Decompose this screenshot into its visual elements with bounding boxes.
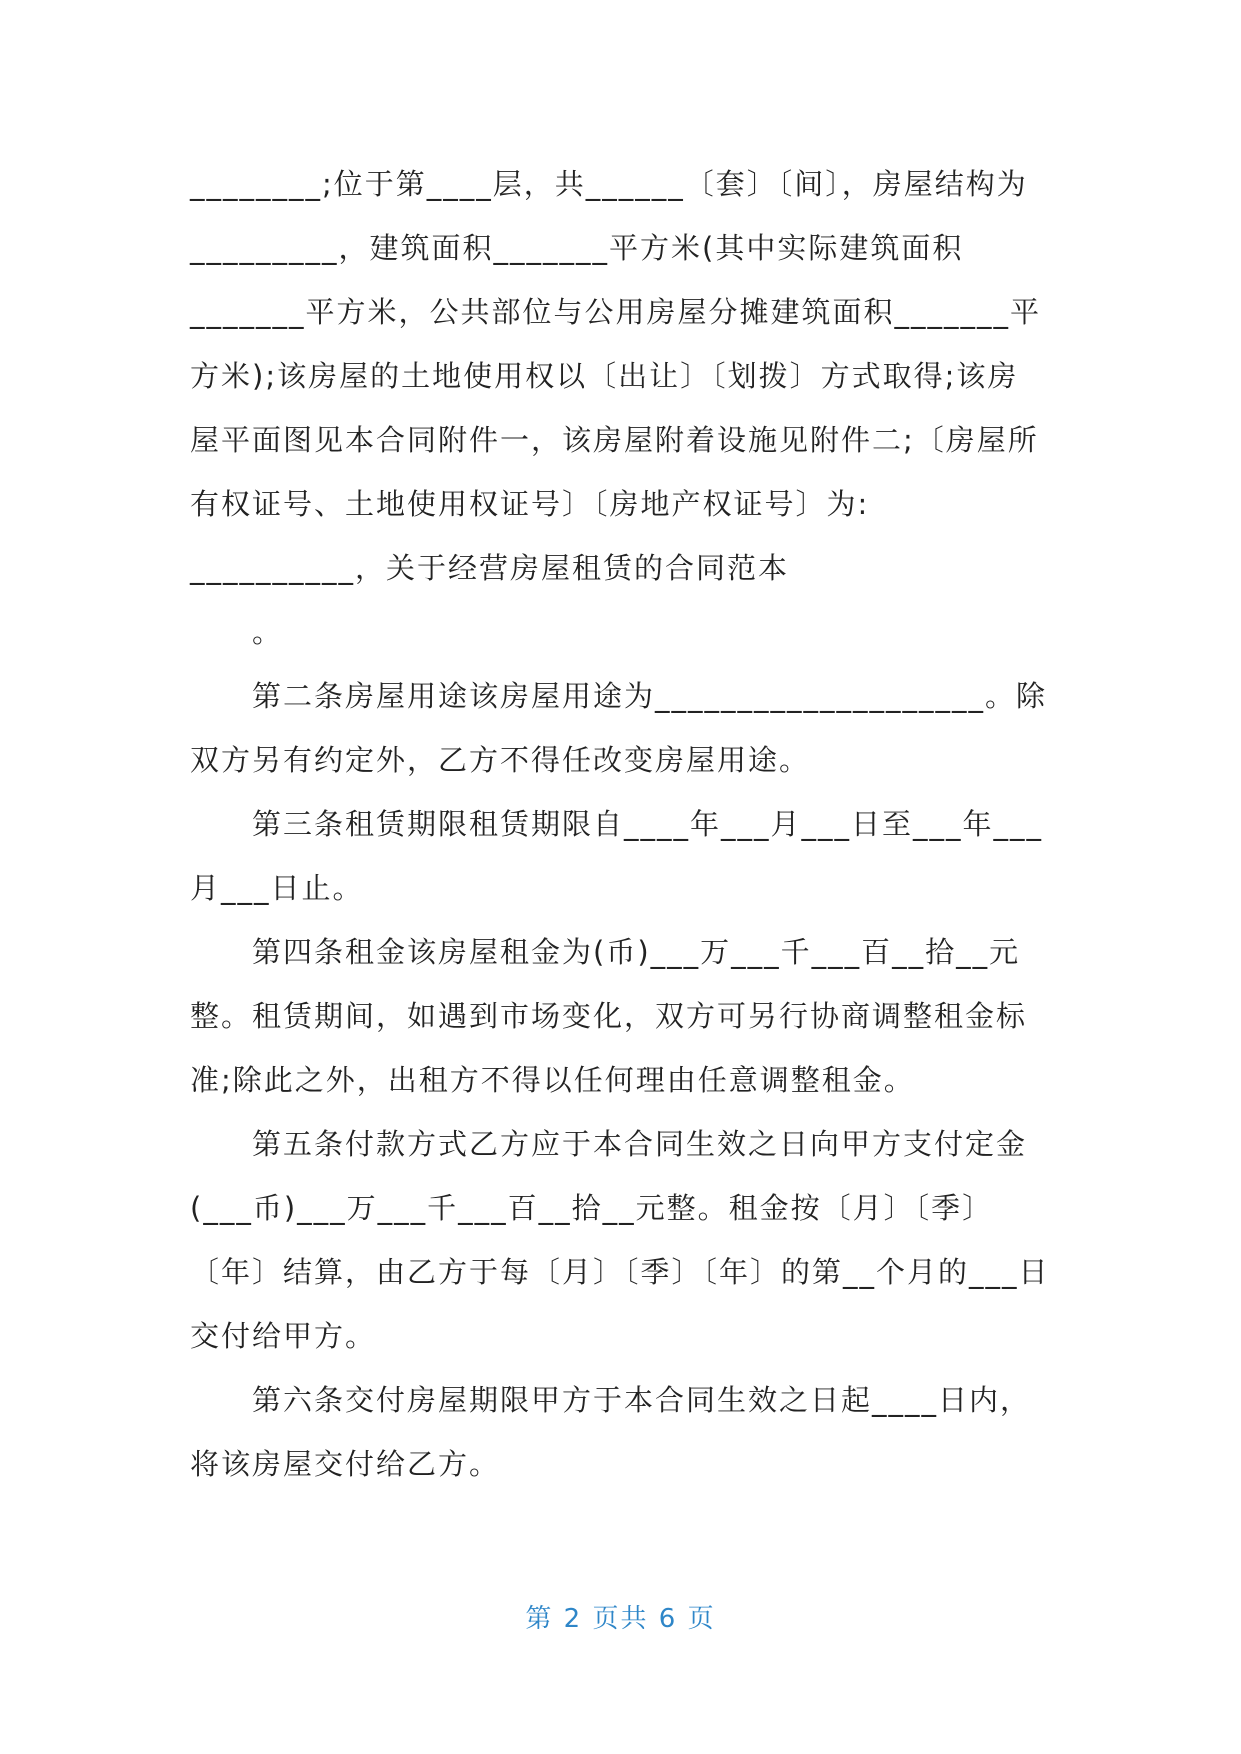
contract-body xyxy=(190,152,1070,1496)
text-line: 准;除此之外，出租方不得以任何理由任意调整租金。 xyxy=(190,1063,915,1097)
text-line: 整。租赁期间，如遇到市场变化，双方可另行协商调整租金标 xyxy=(190,999,1028,1033)
text-line: 屋平面图见本合同附件一，该房屋附着设施见附件二;〔房屋所 xyxy=(190,423,1039,457)
text-line: 。 xyxy=(252,615,284,649)
text-line: 〔年〕结算，由乙方于每〔月〕〔季〕〔年〕的第__个月的___日 xyxy=(190,1255,1050,1289)
clause-6-title: 第六条交付房屋期限甲方于本合同生效之日起____日内， xyxy=(252,1383,1032,1417)
text-line: 方米);该房屋的土地使用权以〔出让〕〔划拨〕方式取得;该房 xyxy=(190,359,1019,393)
clause-3-title: 第三条租赁期限租赁期限自____年___月___日至___年___ xyxy=(252,807,1044,841)
text-line: 月___日止。 xyxy=(190,871,364,905)
text-line: 有权证号、土地使用权证号〕〔房地产权证号〕为: xyxy=(190,487,870,521)
text-line: 双方另有约定外，乙方不得任改变房屋用途。 xyxy=(190,743,811,777)
text-line: ________;位于第____层，共______〔套〕〔间〕，房屋结构为 xyxy=(190,167,1028,201)
text-line: _________，建筑面积_______平方米(其中实际建筑面积 xyxy=(190,231,964,265)
clause-2-title: 第二条房屋用途该房屋用途为____________________。除 xyxy=(252,679,1048,713)
page-footer: 第 2 页共 6 页 xyxy=(525,1604,716,1634)
text-line: 将该房屋交付给乙方。 xyxy=(190,1447,501,1481)
text-line: __________，关于经营房屋租赁的合同范本 xyxy=(190,551,790,585)
text-line: _______平方米，公共部位与公用房屋分摊建筑面积_______平 xyxy=(190,295,1042,329)
clause-4-title: 第四条租金该房屋租金为(币)___万___千___百__拾__元 xyxy=(252,935,1021,969)
text-line: 交付给甲方。 xyxy=(190,1319,377,1353)
clause-5-title: 第五条付款方式乙方应于本合同生效之日向甲方支付定金 xyxy=(252,1127,1028,1161)
text-line: (___币)___万___千___百__拾__元整。租金按〔月〕〔季〕 xyxy=(190,1191,994,1225)
